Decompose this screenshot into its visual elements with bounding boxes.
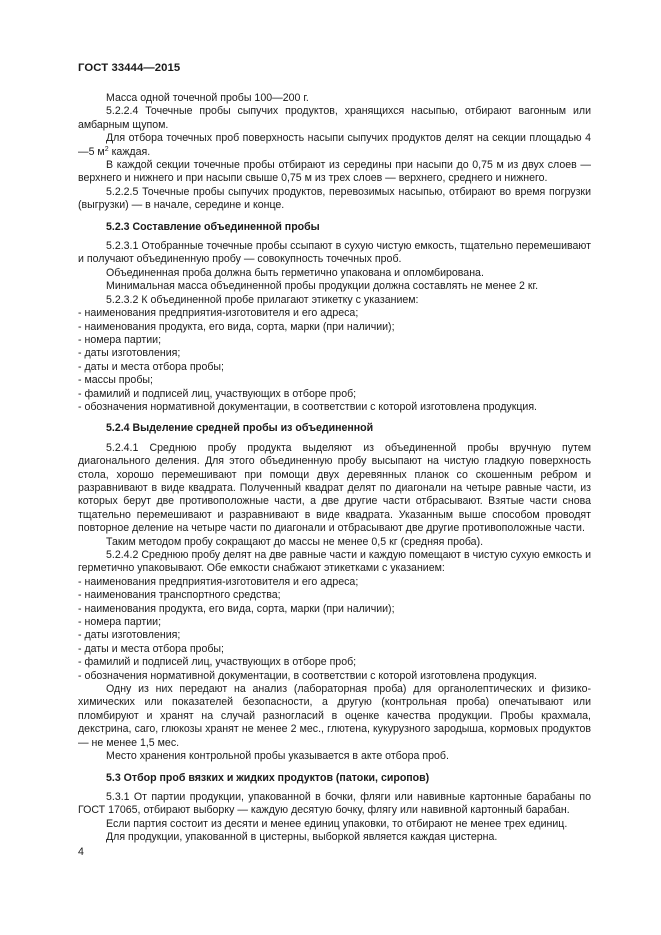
document-header: ГОСТ 33444—2015 bbox=[78, 62, 181, 74]
paragraph-small-batch: Если партия состоит из десяти и менее единиц упаковки, то отбирают не менее трех единиц. bbox=[106, 817, 568, 830]
list-item: - фамилий и подписей лиц, участвующих в отборе проб; bbox=[78, 656, 357, 669]
paragraph-5-2-4-1: 5.2.4.1 Среднюю пробу продукта выделяют из объединенной пробы вручную путем диагонального деления. Для этого объединенную пробу высыпают на чистую гладкую поверхность стола, хорошо перемешивают при помощи двух деревянных планок со скошенным ребром и разравнивают в виде квадрата. Полученный квадрат делят по диагонали на четыре равные части, из которых берут две противоположные части, а две другие части отбрасывают. Взятые части снова тщательно перемешивают и разравнивают в виде квадрата. Указанным выше способом проводят повторное деление на четыре части по диагонали и отбрасывают две другие противоположные части. bbox=[78, 441, 591, 535]
list-item: - наименования предприятия-изготовителя и его адреса; bbox=[78, 575, 359, 588]
paragraph-min-mass: Минимальная масса объединенной пробы продукции должна составлять не менее 2 кг. bbox=[106, 280, 539, 293]
list-item: - наименования продукта, его вида, сорта, марки (при наличии); bbox=[78, 320, 395, 333]
list-item: - массы пробы; bbox=[78, 374, 153, 387]
list-item: - наименования предприятия-изготовителя и его адреса; bbox=[78, 307, 359, 320]
label-list-1 bbox=[78, 307, 591, 414]
paragraph-sample-mass: Масса одной точечной пробы 100—200 г. bbox=[106, 92, 309, 104]
list-item: - даты изготовления; bbox=[78, 629, 181, 642]
list-item: - номера партии; bbox=[78, 333, 162, 346]
paragraph-5-2-2-4: 5.2.2.4 Точечные пробы сыпучих продуктов, хранящихся насыпью, отбирают вагонным или амбарным щупом. bbox=[78, 105, 591, 131]
list-item: - наименования транспортного средства; bbox=[78, 589, 281, 602]
list-item: - обозначения нормативной документации, в соответствии с которой изготовлена продукция. bbox=[78, 400, 537, 413]
paragraph-5-2-4-2: 5.2.4.2 Среднюю пробу делят на две равные части и каждую помещают в чистую сухую емкость и герметично упаковывают. Обе емкости снабжают этикетками с указанием: bbox=[78, 549, 591, 575]
surface-sections-tail: каждая. bbox=[108, 145, 151, 158]
paragraph-reduce-mass: Таким методом пробу сокращают до массы не менее 0,5 кг (средняя проба). bbox=[106, 535, 484, 548]
list-item: - даты и места отбора пробы; bbox=[78, 642, 224, 655]
list-item: - номера партии; bbox=[78, 616, 162, 629]
list-item: - обозначения нормативной документации, в соответствии с которой изготовлена продукция. bbox=[78, 669, 537, 682]
list-item: - фамилий и подписей лиц, участвующих в отборе проб; bbox=[78, 387, 357, 400]
paragraph-lab-control-sample: Одну из них передают на анализ (лабораторная проба) для органолептических и физико-химических или показателей безопасности, а другую (контрольная проба) опечатывают или пломбируют и хранят на случай разногласий в оценке качества продукции. Пробы крахмала, декстрина, саго, глюкозы хранят не менее 2 мес., глютена, кукурузного зародыша, кормовых продуктов — не менее 1,5 мес. bbox=[78, 683, 591, 749]
paragraph-5-2-3-1: 5.2.3.1 Отобранные точечные пробы ссыпают в сухую чистую емкость, тщательно перемешивают и получают объединенную пробу — совокупность точечных проб. bbox=[78, 240, 591, 266]
surface-sections-text: Для отбора точечных проб поверхность насыпи сыпучих продуктов делят на секции площадью 4—5 м bbox=[78, 132, 591, 158]
list-item: - даты и места отбора пробы; bbox=[78, 360, 224, 373]
paragraph-sealed-sample: Объединенная проба должна быть герметично упакована и опломбирована. bbox=[106, 266, 484, 279]
paragraph-5-3-1: 5.3.1 От партии продукции, упакованной в бочки, фляги или навивные картонные барабаны по ГОСТ 17065, отбирают выборку — каждую десятую бочку, флягу или навивной картонный барабан. bbox=[78, 790, 591, 817]
paragraph-surface-sections bbox=[78, 132, 591, 159]
heading-5-3: 5.3 Отбор проб вязких и жидких продуктов (патоки, сиропов) bbox=[106, 771, 430, 784]
document-body bbox=[78, 92, 591, 845]
list-item: - наименования продукта, его вида, сорта, марки (при наличии); bbox=[78, 602, 395, 615]
page-number: 4 bbox=[78, 846, 84, 858]
paragraph-tanks: Для продукции, упакованной в цистерны, выборкой является каждая цистерна. bbox=[106, 831, 498, 844]
paragraph-section-layers: В каждой секции точечные пробы отбирают из середины при насыпи до 0,75 м из двух слоев — верхнего и нижнего и при насыпи свыше 0,75 м из трех слоев — верхнего, среднего и нижнего. bbox=[78, 159, 591, 185]
list-item: - даты изготовления; bbox=[78, 347, 181, 360]
label-list-2 bbox=[78, 576, 591, 683]
paragraph-5-2-2-5: 5.2.2.5 Точечные пробы сыпучих продуктов, перевозимых насыпью, отбирают во время погрузки (выгрузки) — в начале, середине и конце. bbox=[78, 185, 591, 212]
heading-5-2-3: 5.2.3 Составление объединенной пробы bbox=[106, 220, 320, 233]
heading-5-2-4: 5.2.4 Выделение средней пробы из объединенной bbox=[106, 422, 374, 435]
paragraph-5-2-3-2: 5.2.3.2 К объединенной пробе прилагают этикетку с указанием: bbox=[106, 293, 419, 306]
paragraph-storage-place: Место хранения контрольной пробы указывается в акте отбора проб. bbox=[106, 750, 449, 763]
area-unit-superscript: 2 bbox=[104, 145, 109, 153]
